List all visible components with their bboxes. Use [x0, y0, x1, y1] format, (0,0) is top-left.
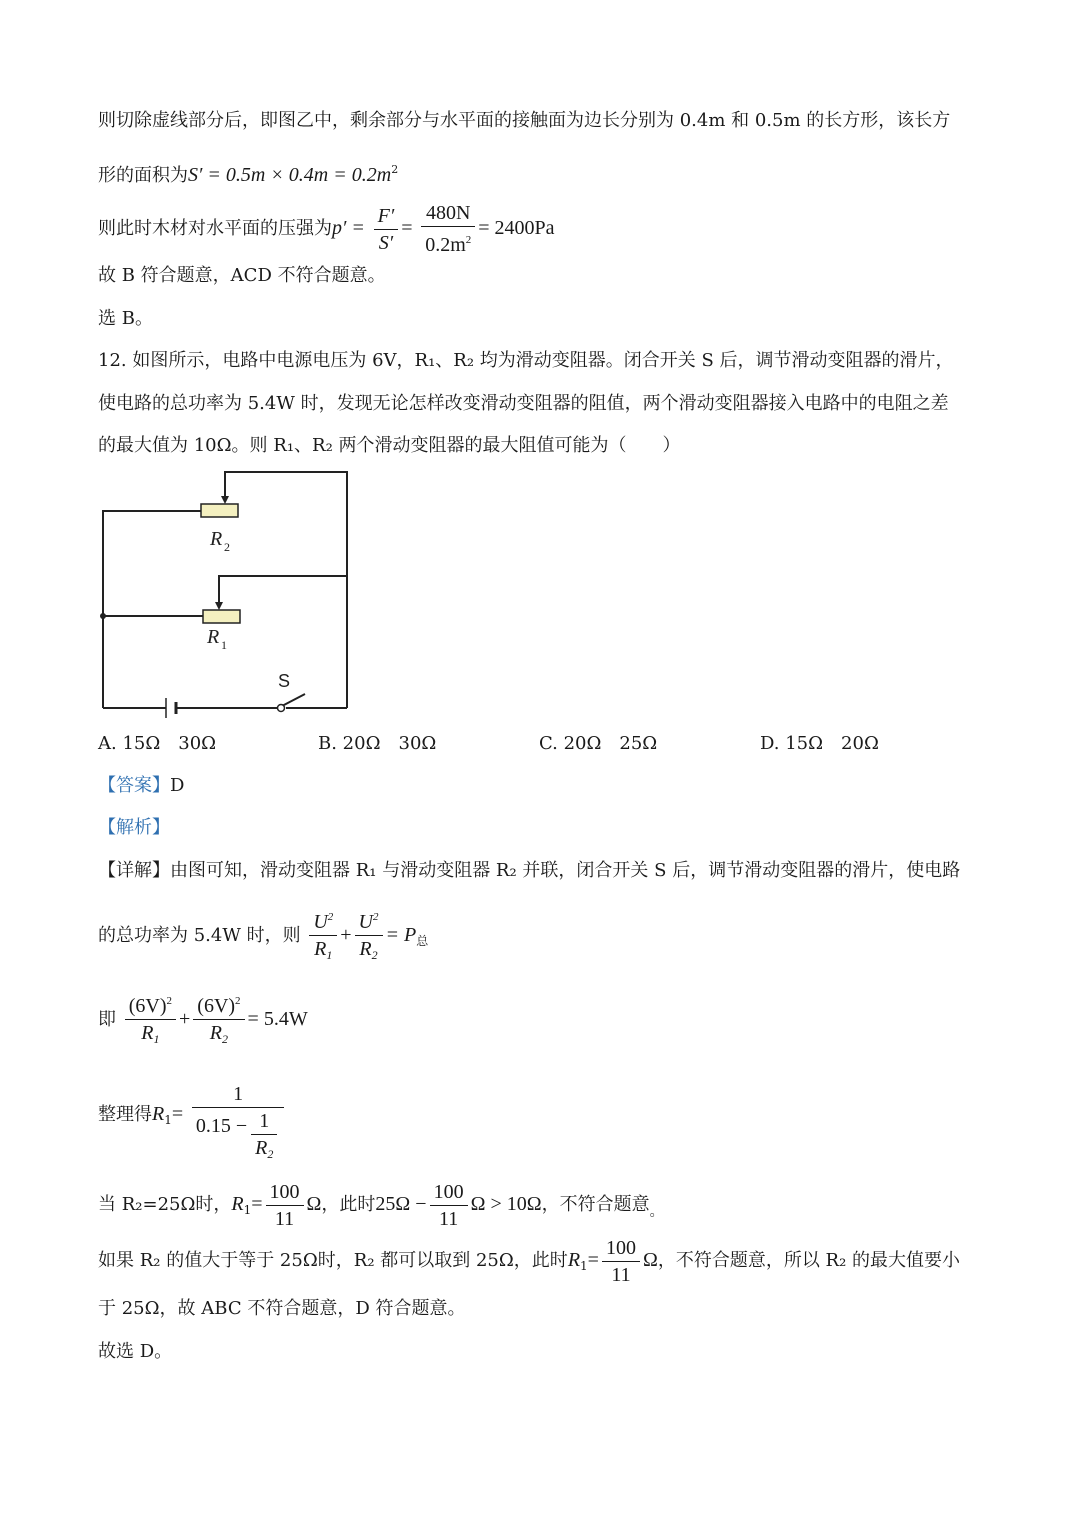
value-fraction-1: $\frac{(6V)^2}{R_1}$	[125, 988, 176, 1052]
r1-slider-arrow	[215, 602, 223, 610]
power-fraction-2: $\frac{U^2}{R_2}$	[355, 904, 383, 968]
p1-line5: 选 B。	[98, 308, 153, 329]
detail-line3: 即 $\frac{(6V)^2}{R_1}$ + $\frac{(6V)^2}{R_2}$ = 5.4W	[98, 988, 308, 1052]
wire-r1-slider	[219, 576, 347, 607]
detail-line8: 故选 D。	[98, 1341, 173, 1362]
wire-left	[103, 511, 201, 708]
p1-line1: 则切除虚线部分后，即图乙中，剩余部分与水平面的接触面为边长分别为 0.4m 和 0.5m 的长方形，该长方	[98, 110, 951, 131]
resistor-r2	[201, 504, 238, 517]
detail-tag: 【详解】	[98, 860, 170, 881]
r2-slider-arrow	[221, 496, 229, 504]
detail-line5: 当 R₂=25Ω时，$R_1=$ $\frac{100}{11}$ Ω，此时25Ω − $\frac{100}{11}$ Ω > 10Ω，不符合题意$_。$	[98, 1180, 664, 1230]
option-b[interactable]: B. 20Ω 30Ω	[318, 733, 437, 754]
value-fraction-2: $\frac{(6V)^2}{R_2}$	[193, 988, 244, 1052]
option-d[interactable]: D. 15Ω 20Ω	[760, 733, 879, 754]
q12-line2: 使电路的总功率为 5.4W 时，发现无论怎样改变滑动变阻器的阻值，两个滑动变阻器接入电路中的电阻之差	[98, 393, 949, 414]
p1-line2: 形的面积为$S' = 0.5m \times 0.4m = 0.2m^2$	[98, 163, 399, 186]
analysis-tag: 【解析】	[98, 817, 170, 838]
p1-line3: 则此时木材对水平面的压强为p′ = $\frac{F'}{S'}$ = $\frac{480N}{0.2m^2}$ = 2400Pa	[98, 202, 555, 256]
r1-label-sub: 1	[221, 638, 227, 652]
option-c[interactable]: C. 20Ω 25Ω	[539, 733, 658, 754]
hundred-eleven-fraction-2: $\frac{100}{11}$	[430, 1179, 468, 1232]
detail-line1: 【详解】由图可知，滑动变阻器 R₁ 与滑动变阻器 R₂ 并联，闭合开关 S 后，调节滑动变阻器的滑片，使电路	[98, 860, 961, 881]
switch-contact	[278, 705, 285, 712]
r1-label: R	[207, 626, 220, 648]
p1-line4: 故 B 符合题意，ACD 不符合题意。	[98, 265, 386, 286]
inner-fraction: $\frac{1}{R_2}$	[251, 1108, 277, 1167]
r2-label-sub: 2	[224, 540, 230, 554]
hundred-eleven-fraction-3: $\frac{100}{11}$	[602, 1235, 640, 1288]
answer-value: D	[170, 775, 185, 796]
option-a[interactable]: A. 15Ω 30Ω	[98, 733, 217, 754]
junction-dot	[100, 613, 106, 619]
detail-line4: 整理得$R_1=$ 1 0.15 − $\frac{1}{R_2}$	[98, 1074, 287, 1167]
pressure-fraction-1: $\frac{F'}{S'}$	[374, 203, 399, 256]
resistor-r1	[203, 610, 240, 623]
r1-solution-fraction: 1 0.15 − $\frac{1}{R_2}$	[192, 1081, 285, 1167]
pressure-fraction-2: $\frac{480N}{0.2m^2}$	[421, 200, 475, 258]
detail-line7: 于 25Ω，故 ABC 不符合题意，D 符合题意。	[98, 1298, 466, 1319]
q12-line3: 的最大值为 10Ω。则 R₁、R₂ 两个滑动变阻器的最大阻值可能为（ ）	[98, 435, 681, 456]
r2-label: R	[210, 528, 223, 550]
switch-label: S	[278, 671, 291, 691]
answer-tag: 【答案】	[98, 775, 170, 796]
q12-line1: 12. 如图所示，电路中电源电压为 6V，R₁、R₂ 均为滑动变阻器。闭合开关 S 后，调节滑动变阻器的滑片，	[98, 350, 954, 371]
detail-line6: 如果 R₂ 的值大于等于 25Ω时，R₂ 都可以取到 25Ω，此时$R_1=$ $\frac{100}{11}$ Ω，不符合题意，所以 R₂ 的最大值要小	[98, 1236, 961, 1286]
switch-lever	[282, 694, 305, 706]
answer-line	[98, 774, 184, 798]
area-formula: S′ = 0.5m × 0.4m = 0.2m	[188, 164, 392, 186]
detail-line2: 的总功率为 5.4W 时，则 $\frac{U^2}{R_1}$ + $\frac{U^2}{R_2}$ = $P_总$	[98, 904, 428, 971]
power-fraction-1: $\frac{U^2}{R_1}$	[309, 904, 337, 968]
hundred-eleven-fraction-1: $\frac{100}{11}$	[266, 1179, 304, 1232]
